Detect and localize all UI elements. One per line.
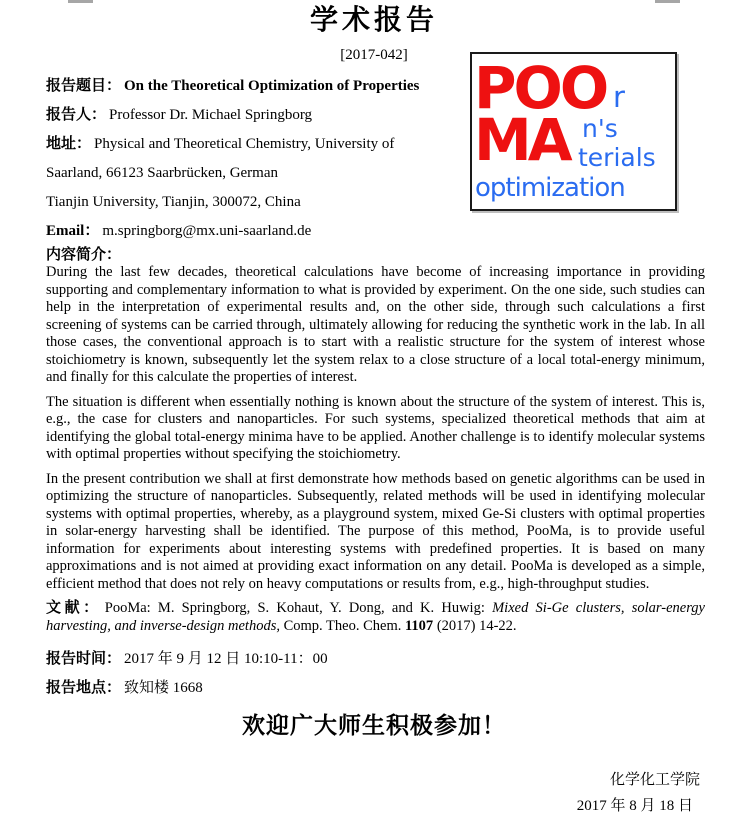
report-place-row bbox=[46, 674, 748, 703]
abstract-paragraph-1: During the last few decades, theoretical calculations have become of increasing importance in providing supporting and complementary information to what is provided by experiment. On the one side, such studies can help in the interpretation of experimental results and, on the other side, through such calculations a first screening of systems can be carried through, ultimately allowing for reducing the synthetic work in the lab. In all those cases, the conventional approach is to start with a realistic structure for the system of interest whose stoichiometry is known, subsequently let the system relax to a close structure of a local total-energy minimum, and finally for this calculate the properties of interest. bbox=[46, 264, 705, 385]
page-title: 学术报告 bbox=[309, 5, 438, 36]
logo-text-ma: MA bbox=[474, 106, 569, 174]
report-place-value: 致知楼 1668 bbox=[124, 680, 203, 696]
report-place-label: 报告地点： bbox=[46, 680, 122, 696]
reference-pages: (2017) 14-22. bbox=[433, 617, 517, 634]
report-info-block bbox=[46, 72, 466, 246]
schedule-block bbox=[46, 645, 748, 703]
report-time-value: 2017 年 9 月 12 日 10:10-11：00 bbox=[124, 651, 328, 667]
address-value-line1: Physical and Theoretical Chemistry, University of bbox=[94, 136, 395, 152]
logo-text-poo: POO bbox=[474, 54, 607, 122]
welcome-slogan: 欢迎广大师生积极参加！ bbox=[242, 713, 506, 738]
address-value-line2: Saarland, 66123 Saarbrücken, German bbox=[46, 165, 279, 181]
abstract-heading: 内容简介： bbox=[46, 247, 122, 263]
window-edge-artifact-left bbox=[68, 0, 93, 3]
abstract-paragraph-3: In the present contribution we shall at first demonstrate how methods based on genetic algorithms can be used in optimizing the structure of nanoparticles. Subsequently, related methods will be used in identifying molecular systems with optimal properties, whereby, as a playground system, mixed Ge-Si clusters with optimal properties in solar-energy harvesting shall be identified. The purpose of this method, PooMa, is to provide useful information for experiments about interesting systems with predefined properties. It is based on many approximations and is not aimed at providing exact information on any detail. PooMa is developed as a simple, efficient method that does not rely on heavy computations or results from, e.g., high-throughput studies. bbox=[46, 470, 705, 592]
pooma-logo bbox=[470, 52, 677, 211]
issue-date: 2017 年 8 月 18 日 bbox=[576, 798, 693, 814]
address-value-line3: Tianjin University, Tianjin, 300072, China bbox=[46, 194, 301, 210]
logo-text-ns: n's bbox=[582, 114, 618, 143]
department-name: 化学化工学院 bbox=[609, 772, 700, 788]
reference-authors: PooMa: M. Springborg, S. Kohaut, Y. Dong, and K. Huwig: bbox=[104, 600, 493, 616]
report-title-value: On the Theoretical Optimization of Properties bbox=[124, 78, 420, 94]
window-edge-artifact-right bbox=[655, 0, 680, 3]
signature-block bbox=[0, 767, 748, 819]
reference-article-title: Mixed Si-Ge clusters, solar-energy harvesting, and inverse-design methods, bbox=[46, 600, 705, 634]
reference-paragraph bbox=[46, 600, 705, 635]
address-row-continuation bbox=[46, 159, 466, 188]
address-row bbox=[46, 130, 466, 159]
reference-journal: Comp. Theo. Chem. bbox=[279, 617, 405, 634]
logo-text-r: r bbox=[613, 80, 625, 114]
report-title-row bbox=[46, 72, 466, 101]
speaker-row bbox=[46, 101, 466, 130]
abstract-paragraph-2: The situation is different when essentially nothing is known about the structure of the system of interest. This is, e.g., the case for clusters and nanoparticles. For such systems, specialized theoretical methods that aim at identifying the global total-energy minima have to be applied. Another challenge is to identify molecular systems with optimal properties without specifying the stoichiometry. bbox=[46, 393, 705, 462]
address-row-continuation bbox=[46, 188, 466, 217]
logo-text-optimization: optimization bbox=[475, 173, 625, 203]
speaker-label: 报告人： bbox=[46, 107, 107, 123]
report-code: [2017-042] bbox=[340, 47, 408, 63]
reference-volume: 1107 bbox=[404, 617, 434, 634]
address-label: 地址： bbox=[46, 136, 92, 152]
report-time-row bbox=[46, 645, 748, 674]
reference-label: 文献： bbox=[46, 600, 102, 616]
email-row bbox=[46, 217, 466, 246]
email-label: Email： bbox=[46, 223, 100, 239]
email-value: m.springborg@mx.uni-saarland.de bbox=[102, 223, 312, 239]
speaker-value: Professor Dr. Michael Springborg bbox=[109, 107, 313, 123]
report-time-label: 报告时间： bbox=[46, 651, 122, 667]
report-title-label: 报告题目： bbox=[46, 78, 122, 94]
logo-text-terials: terials bbox=[578, 143, 656, 172]
